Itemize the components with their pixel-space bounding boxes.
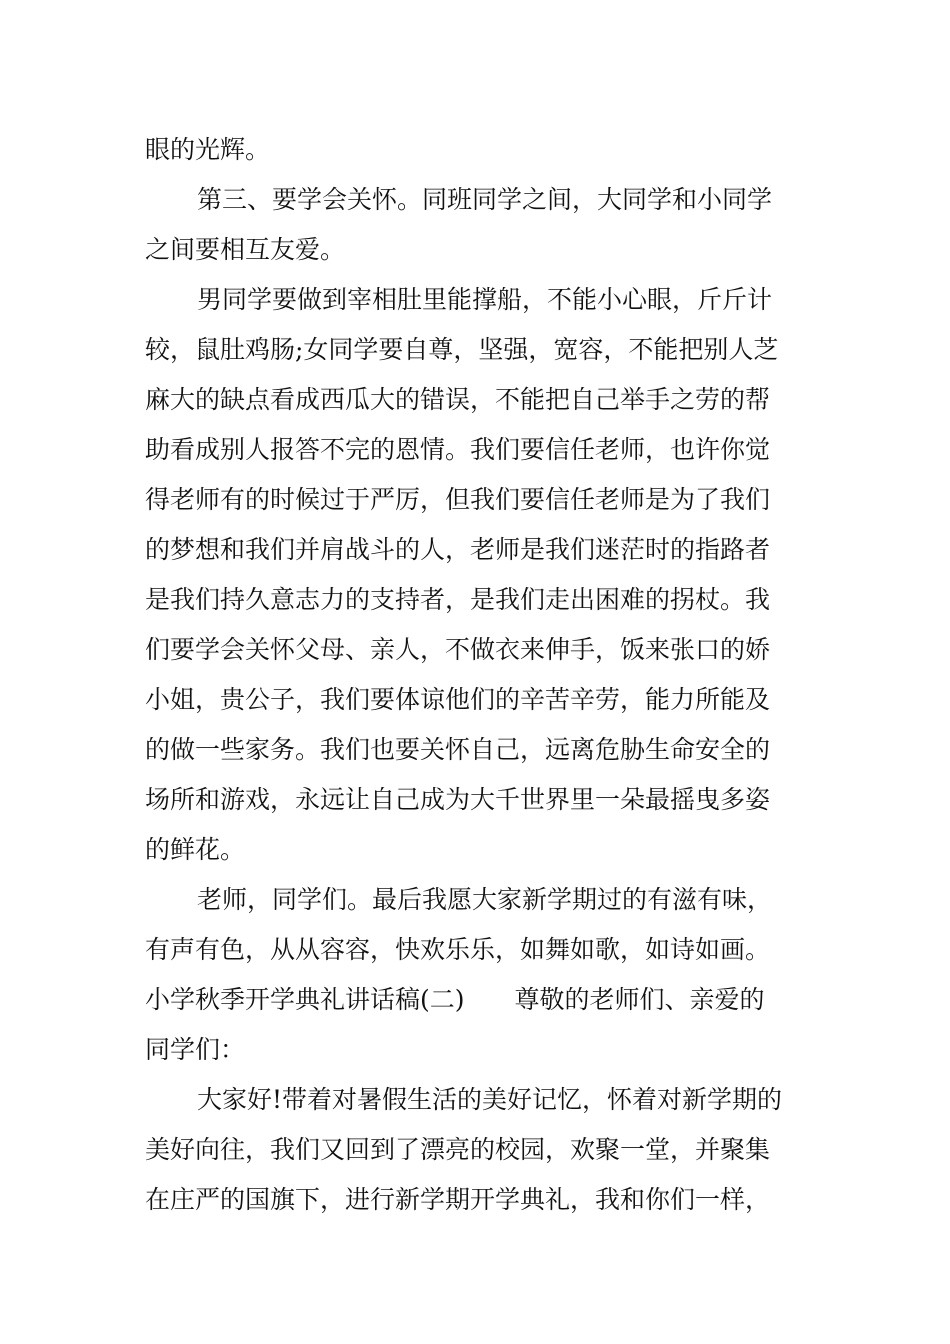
text-line: 的鲜花。: [145, 835, 246, 864]
text-line: 麻大的缺点看成西瓜大的错误，不能把自己举手之劳的帮: [145, 385, 771, 414]
text-line: 小姐，贵公子，我们要体谅他们的辛苦辛劳，能力所能及: [145, 685, 771, 714]
paragraph-start-line: 男同学要做到宰相肚里能撑船，不能小心眼，斤斤计: [197, 285, 773, 314]
text-line: 在庄严的国旗下，进行新学期开学典礼，我和你们一样，: [145, 1185, 771, 1214]
text-line: 之间要相互友爱。: [145, 235, 346, 264]
paragraph-start-line: 第三、要学会关怀。同班同学之间，大同学和小同学: [197, 185, 773, 214]
text-line: 眼的光辉。: [145, 135, 271, 164]
section-title-line: 小学秋季开学典礼讲话稿(二) 尊敬的老师们、亲爱的: [145, 985, 765, 1014]
text-line: 得老师有的时候过于严厉，但我们要信任老师是为了我们: [145, 485, 771, 514]
text-line: 们要学会关怀父母、亲人，不做衣来伸手，饭来张口的娇: [145, 635, 771, 664]
text-line: 较，鼠肚鸡肠;女同学要自尊，坚强，宽容，不能把别人芝: [145, 335, 779, 364]
paragraph-start-line: 大家好!带着对暑假生活的美好记忆，怀着对新学期的: [197, 1085, 783, 1114]
paragraph-start-line: 老师，同学们。最后我愿大家新学期过的有滋有味，: [197, 885, 773, 914]
text-line: 场所和游戏，永远让自己成为大千世界里一朵最摇曳多姿: [145, 785, 771, 814]
text-line: 同学们：: [145, 1035, 246, 1064]
text-line: 有声有色，从从容容，快欢乐乐，如舞如歌，如诗如画。: [145, 935, 771, 964]
text-line: 美好向往，我们又回到了漂亮的校园，欢聚一堂，并聚集: [145, 1135, 771, 1164]
text-line: 的做一些家务。我们也要关怀自己，远离危胁生命安全的: [145, 735, 771, 764]
text-line: 助看成别人报答不完的恩情。我们要信任老师，也许你觉: [145, 435, 771, 464]
text-line: 的梦想和我们并肩战斗的人，老师是我们迷茫时的指路者: [145, 535, 771, 564]
text-line: 是我们持久意志力的支持者，是我们走出困难的拐杖。我: [145, 585, 771, 614]
